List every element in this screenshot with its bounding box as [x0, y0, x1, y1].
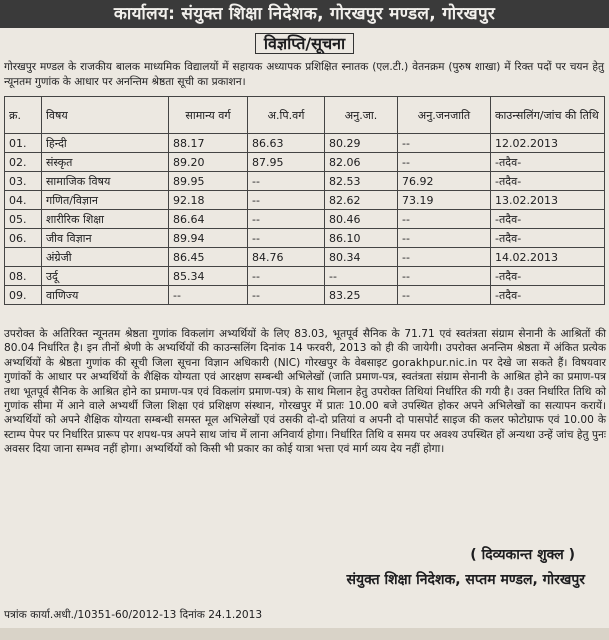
cell-date: -तदैव-	[491, 172, 605, 191]
cell-sc: 82.53	[325, 172, 398, 191]
table-header-row	[5, 97, 605, 134]
cell-st: --	[398, 153, 491, 172]
cutoff-table	[4, 96, 605, 305]
cell-obc: 86.63	[248, 134, 325, 153]
cell-subject: संस्कृत	[42, 153, 169, 172]
cell-date: -तदैव-	[491, 286, 605, 305]
cell-sc: 80.46	[325, 210, 398, 229]
cell-sc: --	[325, 267, 398, 286]
cell-obc: --	[248, 267, 325, 286]
table-row	[5, 286, 605, 305]
cell-general: 89.95	[169, 172, 248, 191]
table-row	[5, 210, 605, 229]
cell-sc: 80.34	[325, 248, 398, 267]
table-row	[5, 191, 605, 210]
cell-obc: --	[248, 191, 325, 210]
header-serial: क्र.	[5, 97, 42, 134]
signatory-name: ( दिव्यकान्त शुक्ल )	[470, 547, 575, 563]
cell-subject: जीव विज्ञान	[42, 229, 169, 248]
notice-title-wrap	[0, 34, 609, 54]
cell-serial: 06.	[5, 229, 42, 248]
table-row	[5, 248, 605, 267]
office-header: कार्यालय: संयुक्त शिक्षा निदेशक, गोरखपुर मण्डल, गोरखपुर	[0, 0, 609, 28]
table-row	[5, 267, 605, 286]
cell-serial: 09.	[5, 286, 42, 305]
cell-st: --	[398, 248, 491, 267]
cell-st: 76.92	[398, 172, 491, 191]
header-subject: विषय	[42, 97, 169, 134]
cell-serial: 08.	[5, 267, 42, 286]
cell-subject: उर्दू	[42, 267, 169, 286]
cell-general: 92.18	[169, 191, 248, 210]
cell-obc: --	[248, 210, 325, 229]
notice-title: विज्ञप्ति/सूचना	[255, 33, 354, 54]
cell-date: -तदैव-	[491, 210, 605, 229]
cell-subject: सामाजिक विषय	[42, 172, 169, 191]
header-sc: अनु.जा.	[325, 97, 398, 134]
cell-subject: वाणिज्य	[42, 286, 169, 305]
table-row	[5, 134, 605, 153]
cell-st: --	[398, 210, 491, 229]
cell-obc: --	[248, 229, 325, 248]
cell-general: 89.94	[169, 229, 248, 248]
table-row	[5, 229, 605, 248]
signatory-office: संयुक्त शिक्षा निदेशक, सप्तम मण्डल, गोरखपुर	[346, 572, 585, 588]
cell-st: --	[398, 229, 491, 248]
memo-number: पत्रांक कार्या.अधी./10351-60/2012-13 दिनांक 24.1.2013	[4, 609, 263, 621]
cell-st: --	[398, 267, 491, 286]
cell-date: 12.02.2013	[491, 134, 605, 153]
cell-serial: 01.	[5, 134, 42, 153]
cell-serial: 04.	[5, 191, 42, 210]
cell-date: 14.02.2013	[491, 248, 605, 267]
cell-serial: 03.	[5, 172, 42, 191]
cell-serial: 02.	[5, 153, 42, 172]
instructions-paragraph: उपरोक्त के अतिरिक्त न्यूनतम श्रेष्ठता गुणांक विकलांग अभ्यर्थियों के लिए 83.03, भूतपूर्व सैनिक के 71.71 एवं स्वतंत्रता संग्राम सेनानी के आश्रितों की 80.04 निर्धारित है। इन तीनों श्रेणी के अभ्यर्थियों की काउन्सलिंग दिनांक 14 फरवरी, 2013 को ही की जायेगी। उपरोक्त अनन्तिम श्रेष्ठता में अंकित प्रत्येक अभ्यर्थियों के श्रेष्ठता गुणांक की सूची जिला सूचना विज्ञान अधिकारी (NIC) गोरखपुर के वेबसाइट gorakhpur.nic.in पर देखे जा सकते हैं। विषयवार गुणांकों के आधार पर अभ्यर्थियों के शैक्षिक योग्यता एवं आरक्षण सम्बन्धी अभिलेखों (जाति प्रमाण-पत्र, स्वतंत्रता संग्राम सेनानी के आश्रित होने का प्रमाण-पत्र तथा भूतपूर्व सैनिक के आश्रित होने का प्रमाण-पत्र एवं विकलांग प्रमाण-पत्र) के साथ मिलान हेतु उपरोक्त तिथियां निर्धारित की गयी है। उक्त निर्धारित तिथि को गुणांक सीमा में आने वाले अभ्यर्थी जिला शिक्षा एवं प्रशिक्षण संस्थान, गोरखपुर में प्रातः 10.00 बजे उपस्थित होकर अपने अभिलेखों का सत्यापन करायें। अभ्यर्थियों को अपने शैक्षिक योग्यता सम्बन्धी समस्त मूल अभिलेखों एवं उसकी दो-दो प्रतियां व अपनी दो पासपोर्ट साइज की कलर फोटोग्राफ एवं 10.00 के स्टाम्प पेपर पर निर्धारित प्रारूप पर शपथ-पत्र अपने साथ जांच में लाना अनिवार्य होगा। निर्धारित तिथि व समय पर अवश्य उपस्थित हों अन्यथा उन्हें जांच हेतु पुनः अवसर दिया जाना सम्भव नहीं होगा। अभ्यर्थियों को किसी भी प्रकार का कोई यात्रा भत्ता एवं मार्ग व्यय देय नहीं होगा।	[4, 328, 606, 456]
header-obc: अ.पि.वर्ग	[248, 97, 325, 134]
cell-sc: 82.62	[325, 191, 398, 210]
notice-intro: गोरखपुर मण्डल के राजकीय बालक माध्यमिक विद्यालयों में सहायक अध्यापक प्रशिक्षित स्नातक (एल.टी.) वेतनक्रम (पुरुष शाखा) में रिक्त पदों पर चयन हेतु न्यूनतम गुणांक के आधार पर अनन्तिम श्रेष्ठता सूची का प्रकाशन।	[4, 61, 604, 88]
header-general: सामान्य वर्ग	[169, 97, 248, 134]
cell-serial: 05.	[5, 210, 42, 229]
table-row	[5, 153, 605, 172]
cell-sc: 82.06	[325, 153, 398, 172]
cell-date: -तदैव-	[491, 267, 605, 286]
cell-sc: 80.29	[325, 134, 398, 153]
cell-general: 88.17	[169, 134, 248, 153]
header-counselling-date	[491, 97, 605, 134]
cell-subject: हिन्दी	[42, 134, 169, 153]
header-st: अनु.जनजाति	[398, 97, 491, 134]
cell-obc: --	[248, 172, 325, 191]
cell-sc: 83.25	[325, 286, 398, 305]
cell-obc: 87.95	[248, 153, 325, 172]
cell-subject: अंग्रेजी	[42, 248, 169, 267]
cell-general: 86.64	[169, 210, 248, 229]
cell-sc: 86.10	[325, 229, 398, 248]
header-counselling-date-label: काउन्सलिंग/जांच की तिथि	[495, 108, 599, 122]
cell-obc: 84.76	[248, 248, 325, 267]
cell-subject: गणित/विज्ञान	[42, 191, 169, 210]
cell-st: 73.19	[398, 191, 491, 210]
cell-st: --	[398, 286, 491, 305]
cell-general: --	[169, 286, 248, 305]
cell-general: 85.34	[169, 267, 248, 286]
cell-date: 13.02.2013	[491, 191, 605, 210]
cell-date: -तदैव-	[491, 229, 605, 248]
cell-date: -तदैव-	[491, 153, 605, 172]
page-bottom-edge	[0, 628, 609, 640]
cell-serial	[5, 248, 42, 267]
cell-obc: --	[248, 286, 325, 305]
cell-general: 89.20	[169, 153, 248, 172]
cell-general: 86.45	[169, 248, 248, 267]
cell-st: --	[398, 134, 491, 153]
cell-subject: शारीरिक शिक्षा	[42, 210, 169, 229]
table-row	[5, 172, 605, 191]
